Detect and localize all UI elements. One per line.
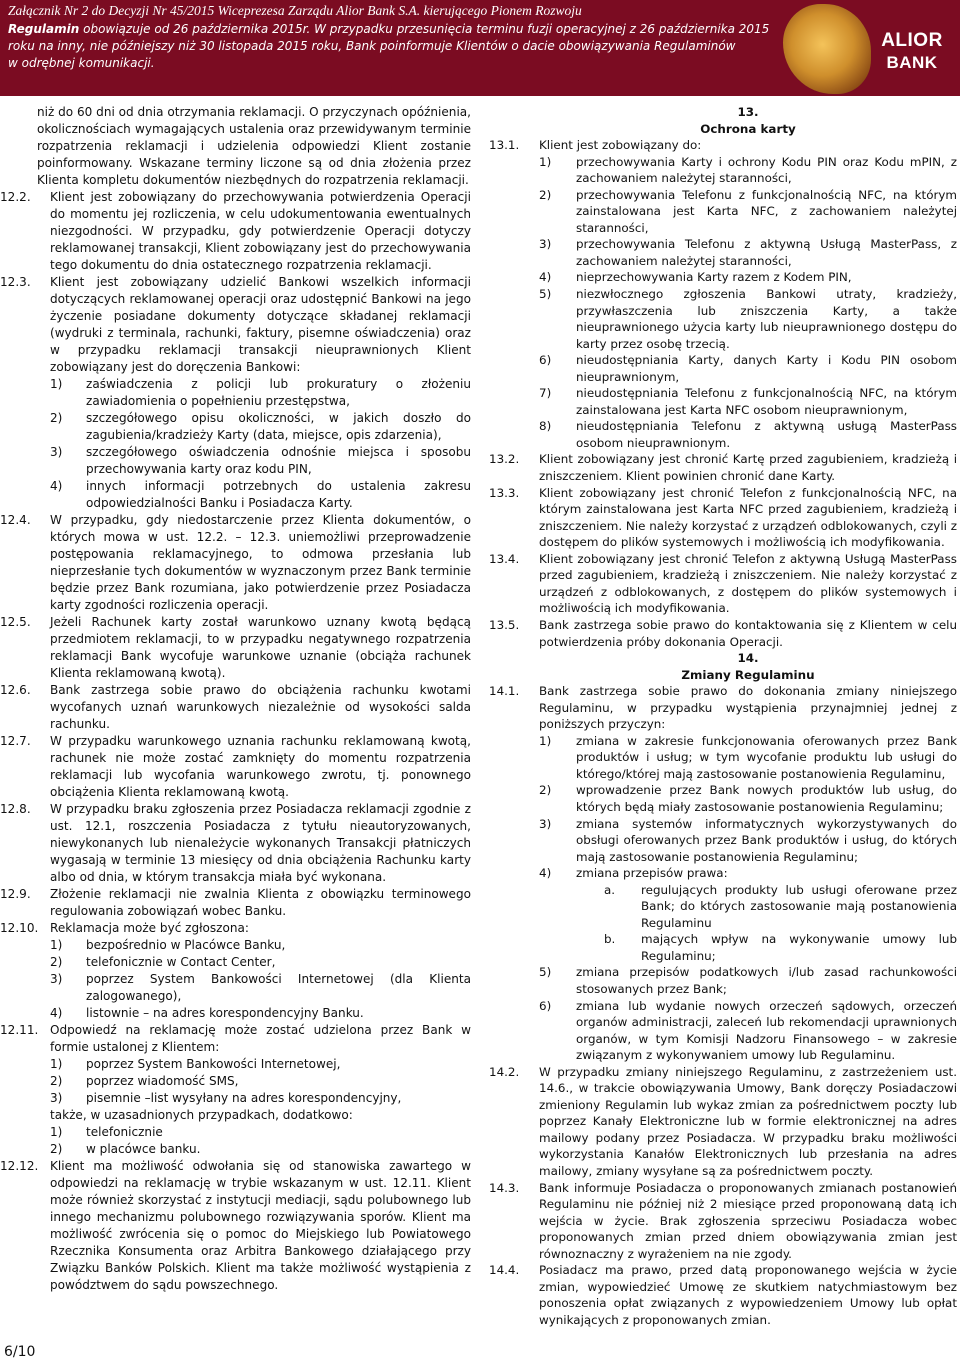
section-number: 12.7. [0,734,31,748]
section-14-4 [489,1262,957,1328]
list-item: 2) telefonicznie w Contact Center, [50,955,276,969]
section-text: Klient zobowiązany jest chronić Telefon z aktywną Usługą MasterPass przed zagubieniem, kradzieżą i zniszczeniem. Nie należy korzystać z urządzeń z odblokowanych, z dostępem do plików systemowych i możliwością ich modyfikowania. [539,551,957,616]
page-number: 6/10 [4,1344,36,1360]
list-item: 4) innych informacji potrzebnych do ustalenia zakresu odpowiedzialności Banku i Posiadacza Karty. [50,479,471,510]
section-text: W przypadku, gdy niedostarczenie przez Klienta dokumentów, o których mowa w ust. 12.2. – 12.3. uniemożliwi przeprowadzenie postępowania reklamacyjnego, to odmowa przesłania lub nieprzesłanie tych dokumentów w wyznaczonym przez Bank terminie będzie przez Bank rozumiana, jako potwierdzenie przez Posiadacza karty zgodności rozliczenia operacji. [50,513,471,612]
section-number: 13.2. [489,452,520,467]
section-text: Bank zastrzega sobie prawo do dokonania zmiany niniejszego Regulaminu, w przypadku wystąpienia przynajmniej jednej z poniższych przyczyn: [539,684,957,732]
list-item: 1) bezpośrednio w Placówce Banku, [50,938,286,952]
section-12-4 [0,512,471,614]
section-number: 13.5. [489,617,520,632]
list-item: 2) szczegółowego opisu okoliczności, w jakich doszło do zagubienia/kradzieży Karty (data, miejsce, opis zdarzenia), [50,411,471,442]
list-item: 3) pisemnie –list wysyłany na adres korespondencyjny, [50,1091,402,1105]
section-text: Reklamacja może być zgłoszona: [50,921,249,935]
list-item: 3) zmiana systemów informatycznych wykorzystywanych do obsługi oferowanych przez Bank produktów i usług, do których mają zastosowanie postanowienia Regulaminu; [539,816,957,864]
header-notice-line-2: w odrębnej komunikacji. [8,56,155,70]
section-text: Klient jest zobowiązany do przechowywania potwierdzenia Operacji do momentu jej rozliczenia, w celu udokumentowania ewentualnych niezgodności. W przypadku, gdy potwierdzenie Operacji dotyczy reklamowanej transakcji, Klient zobowiązany jest do przechowywania tego dokumentu do dnia ostatecznego rozpatrzenia reklamacji. [50,190,471,272]
list-item: 8) nieudostępniania Telefonu z aktywną usługą MasterPass osobom nieuprawnionym. [539,419,957,450]
section-14-3 [489,1180,957,1263]
header-notice-line: roku na inny, nie późniejszy niż 30 listopada 2015 roku, Bank poinformuje Klientów o dacie obowiązywania Regulaminów [8,39,736,53]
header-validity-line [8,21,769,38]
sublist-item: a. regulujących produkty lub usługi oferowane przez Bank; do których zastosowanie mają postanowienia Regulaminu [604,882,957,930]
list-item: 1) poprzez System Bankowości Internetowej, [50,1057,341,1071]
section-12-11 [0,1022,471,1158]
golden-head-emblem [783,4,871,94]
section-number: 12.8. [0,802,31,816]
section-14-title: Zmiany Regulaminu [681,667,815,682]
section-number: 12.9. [0,887,31,901]
section-13-number: 13. [737,105,759,119]
section-number: 14.4. [489,1263,520,1278]
logo-word-bank: BANK [886,53,938,72]
alior-bank-logo [872,30,952,74]
section-extra-text: także, w uzasadnionych przypadkach, dodatkowo: [50,1108,353,1122]
sublist-item: b. mających wpływ na wykonywanie umowy lub Regulaminu; [604,932,957,963]
list-item: 4) zmiana przepisów prawa: a. regulujących produkty lub usługi oferowane przez Bank; do których zastosowanie mają postanowienia Regulaminu b. mających wpływ na wykonywanie umowy lub Regulaminu; [539,866,957,963]
section-number: 12.6. [0,683,31,697]
section-12-10 [0,920,471,1022]
list-item: 3) szczegółowego oświadczenia odnośnie miejsca i sposobu przechowywania karty oraz kodu PIN, [50,445,471,476]
section-12-2 [0,189,471,274]
section-number: 12.4. [0,513,31,527]
section-12-9 [0,886,471,920]
section-text: Klient zobowiązany jest chronić Kartę przed zagubieniem, kradzieżą i zniszczeniem. Klient powinien chronić dane Karty. [539,452,957,484]
list-item: 1) zaświadczenia z policji lub prokuratury o złożeniu zawiadomienia o popełnieniu przestępstwa, [50,377,471,408]
section-13-2 [489,451,957,484]
section-number: 12.5. [0,615,31,629]
section-14-number: 14. [737,651,759,666]
section-text: Klient zobowiązany jest chronić Telefon z funkcjonalnością NFC, na którym zainstalowana jest Karta NFC przed zagubieniem, kradzieżą i zniszczeniem. Nie należy korzystać z urządzeń odblokowanych, czyli z dostępem do plików systemowych i możliwością ich modyfikowania. [539,485,957,550]
section-14-2 [489,1064,957,1180]
section-text: Bank zastrzega sobie prawo do obciążenia rachunku kwotami wycofanych uznań warunkowych niezależnie od wysokości salda rachunku. [50,683,471,731]
channel-list [50,937,471,1022]
section-text: Złożenie reklamacji nie zwalnia Klienta z obowiązku terminowego regulowania zobowiązań wobec Banku. [50,887,471,918]
document-header [0,0,960,96]
section-12-7 [0,733,471,801]
section-text: W przypadku warunkowego uznania rachunku reklamowaną kwotą, rachunek nie może zostać zamknięty do momentu rozpatrzenia reklamacji lub wycofania warunkowego zwrotu, tj. ponownego obciążenia Klienta reklamowaną kwotą. [50,734,471,799]
change-reasons-list [539,733,957,1064]
section-number: 12.10. [0,921,39,935]
section-12-3 [0,274,471,512]
section-number: 12.2. [0,190,31,204]
section-text: Posiadacz ma prawo, przed datą proponowanego wejścia w życie zmian, wypowiedzieć Umowę ze skutkiem natychmiastowym bez ponoszenia opłat związanych z wypowiedzeniem Umowy lub opłat wynikających z proponowanych zmian. [539,1263,957,1327]
list-item: 1) zmiana w zakresie funkcjonowania oferowanych przez Bank produktów i usług; w tym wycofanie produktu lub usługi do którego/której mają zastosowanie postanowienia Regulaminu, [539,733,957,781]
list-item: 3) poprzez System Bankowości Internetowej (dla Klienta zalogowanego), [50,972,471,1003]
header-annex-line: Załącznik Nr 2 do Decyzji Nr 45/2015 Wiceprezesa Zarządu Alior Bank S.A. kierującego Pionem Rozwoju [8,3,582,18]
section-12-6 [0,682,471,733]
section-number: 13.3. [489,485,520,500]
list-item: 7) nieudostępniania Telefonu z funkcjonalnością NFC, na którym zainstalowana jest Karta NFC osobom nieuprawnionym, [539,386,957,417]
section-13-3 [489,485,957,551]
additional-channel-list [50,1124,471,1158]
section-number: 14.2. [489,1064,520,1079]
list-item: 3) przechowywania Telefonu z aktywną Usługą MasterPass, z zachowaniem należytej staranności, [539,237,957,268]
logo-word-alior: ALIOR [881,30,943,51]
law-changes-sublist [576,882,957,965]
list-item: 2) wprowadzenie przez Bank nowych produktów lub usług, do których będą miały zastosowanie postanowienia Regulaminu; [539,783,957,814]
section-13-1 [489,137,957,451]
obligations-list [539,154,957,452]
response-channel-list [50,1056,471,1107]
section-number: 14.1. [489,684,520,699]
section-text: Klient jest zobowiązany udzielić Bankowi wszelkich informacji dotyczących reklamowanej operacji oraz udostępnić Bankowi na jego życzenie posiadane dokumenty dotyczące składanej reklamacji (wydruki z terminala, rachunki, faktury, pisemne oświadczenia) oraz w przypadku reklamacji transakcji nieuprawnionych Klient zobowiązany jest do doręczenia Bankowi: [50,275,471,374]
section-14-1 [489,683,957,1064]
section-12-8 [0,801,471,886]
section-12-12 [0,1158,471,1294]
list-item: 2) w placówce banku. [50,1142,201,1156]
list-item: 6) nieudostępniania Karty, danych Karty i Kodu PIN osobom nieuprawnionym, [539,353,957,384]
section-text: W przypadku braku zgłoszenia przez Posiadacza reklamacji zgodnie z ust. 12.1, roszczenia Posiadacza z tytułu nieautoryzowanych, niewykonanych lub nienależycie wykonanych Transakcji płatniczych wygasają w terminie 13 miesięcy od dnia obciążenia Rachunku karty albo od dnia, w którym transakcja miała być wykonana. [50,802,471,884]
section-text: Jeżeli Rachunek karty został warunkowo uznany kwotą będącą przedmiotem reklamacji, to w przypadku negatywnego rozpatrzenia reklamacji Bank wycofuje warunkowe uznanie (obciąża rachunek Klienta reklamowaną kwotą). [50,615,471,680]
section-number: 13.4. [489,551,520,566]
paragraph-intro: niż do 60 dni od dnia otrzymania reklamacji. O przyczynach opóźnienia, okolicznościach wymagających ustalenia oraz przewidywanym terminie rozpatrzenia reklamacji i udzielenia odpowiedzi Klient zostanie poinformowany. Wskazane terminy liczone są od dnia złożenia przez Klienta kompletu dokumentów niezbędnych do rozpatrzenia reklamacji. [37,105,471,187]
section-13-5 [489,617,957,650]
list-item: 5) zmiana przepisów podatkowych i/lub zasad rachunkowości stosowanych przez Bank; [539,965,957,996]
header-validity-text: obowiązuje od 26 października 2015r. W przypadku przesunięcia terminu fuzji operacyjnej z 26 października 2015 [79,22,770,36]
section-text: Bank informuje Posiadacza o proponowanych zmianach postanowień Regulaminu nie później niż 2 miesiące przed proponowaną datą ich wejścia w życie. Brak zgłoszenia sprzeciwu Posiadacza wobec proponowanych zmian przed dniem obowiązywania zmian jest równoznaczny z wyrażeniem na nie zgody. [539,1180,957,1261]
right-column [489,104,957,1328]
section-number: 14.3. [489,1180,520,1195]
section-text: W przypadku zmiany niniejszego Regulaminu, z zastrzeżeniem ust. 14.6., w trakcie obowiązywania Umowy, Bank doręczy Posiadaczowi zmieniony Regulamin lub wykaz zmian za pośrednictwem poczty lub poprzez Kanały Elektroniczne lub w formie elektronicznej na adres mailowy podany przez Posiadacza. W przypadku braku możliwości wykorzystania Kanałów Elektronicznych lub przesłania na adres mailowy, zmiany wysyłane są za pośrednictwem poczty. [539,1064,957,1178]
list-item: 5) niezwłocznego zgłoszenia Bankowi utraty, kradzieży, przywłaszczenia lub zniszczenia Karty, a także nieuprawnionego użycia karty lub nieuprawnionego dostępu do karty przez osobę trzecią. [539,287,957,351]
section-text: Klient ma możliwość odwołania się od stanowiska zawartego w odpowiedzi na reklamację w trybie wskazanym w ust. 12.11. Klient może również skorzystać z instytucji mediacji, sądu polubownego lub innego mechanizmu polubownego rozwiązywania sporów. Klient ma możliwość zwrócenia się o pomoc do Miejskiego lub Powiatowego Rzecznika Konsumenta oraz Arbitra Bankowego działającego przy Związku Banków Polskich. Klient ma także możliwość wystąpienia z powództwem do sądu powszechnego. [50,1159,471,1292]
left-column [0,104,471,1294]
section-text: Klient jest zobowiązany do: [539,138,702,153]
section-text: Odpowiedź na reklamację może zostać udzielona przez Bank w formie ustalonej z Klientem: [50,1023,471,1054]
document-list [50,376,471,512]
section-number: 12.11. [0,1023,39,1037]
list-item: 6) zmiana lub wydanie nowych orzeczeń sądowych, orzeczeń organów administracji, zaleceń lub rekomendacji uprawnionych organów, w tym Komisji Nadzoru Finansowego – w zakresie związanym z wykonywaniem umowy lub Regulaminu. [539,998,957,1063]
list-item: 2) przechowywania Telefonu z funkcjonalnością NFC, na którym zainstalowana jest Karta NFC, z zachowaniem należytej staranności, [539,187,957,235]
list-item: 4) nieprzechowywania Karty razem z Kodem PIN, [539,270,852,285]
list-item: 2) poprzez wiadomość SMS, [50,1074,239,1088]
section-number: 13.1. [489,138,520,153]
section-number: 12.3. [0,275,31,289]
section-13-4 [489,551,957,617]
list-item: 4) listownie – na adres korespondencyjny Banku. [50,1006,364,1020]
section-number: 12.12. [0,1159,39,1173]
list-item: 1) telefonicznie [50,1125,163,1139]
section-text: Bank zastrzega sobie prawo do kontaktowania się z Klientem w celu potwierdzenia próby dokonania Operacji. [539,617,957,649]
header-regulamin-label: Regulamin [8,22,80,36]
section-13-title: Ochrona karty [700,121,796,136]
section-12-5 [0,614,471,682]
list-item: 1) przechowywania Karty i ochrony Kodu PIN oraz Kodu mPIN, z zachowaniem należytej staranności, [539,154,957,186]
